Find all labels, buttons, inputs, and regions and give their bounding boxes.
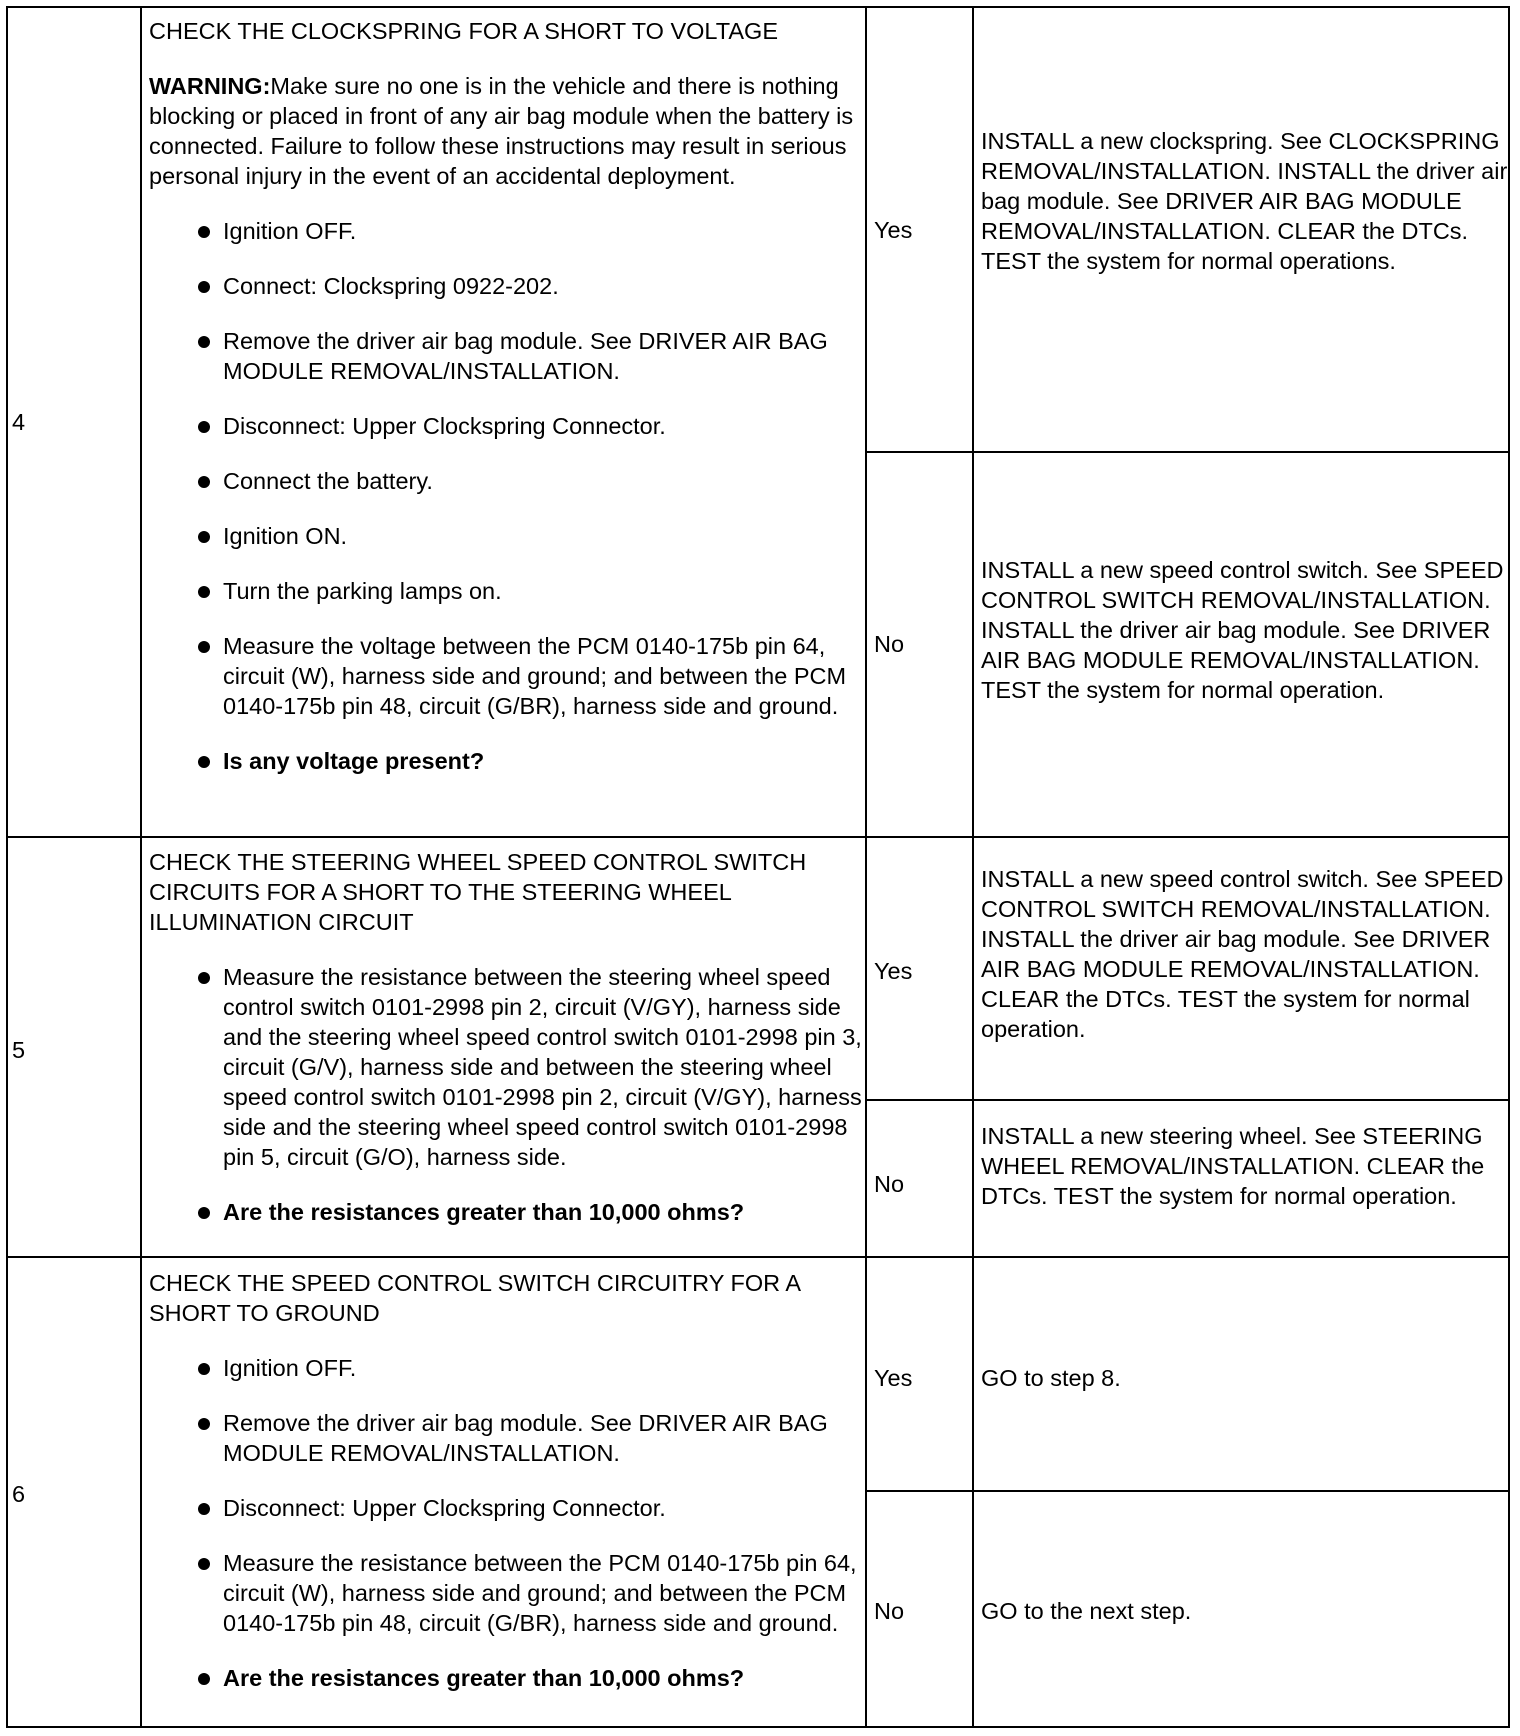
yes-action: INSTALL a new speed control switch. See SPEED CONTROL SWITCH REMOVAL/INSTALLATION. INSTALL the driver air bag module. See DRIVER AIR BAG MODULE REMOVAL/INSTALLATION. CLEAR the DTCs. TEST the system for normal operation.	[981, 866, 1504, 1042]
instruction-item: Ignition OFF.	[149, 216, 869, 246]
no-label: No	[874, 631, 905, 657]
instruction-item: Ignition OFF.	[149, 1353, 869, 1383]
instruction-item: Connect the battery.	[149, 466, 869, 496]
step-question: Are the resistances greater than 10,000 ohms?	[149, 1197, 869, 1227]
instruction-item: Remove the driver air bag module. See DRIVER AIR BAG MODULE REMOVAL/INSTALLATION.	[149, 1408, 869, 1468]
yes-action: GO to step 8.	[981, 1365, 1121, 1391]
warning-note	[149, 71, 869, 191]
instruction-item: Measure the resistance between the PCM 0140-175b pin 64, circuit (W), harness side and ground; and between the PCM 0140-175b pin 48, circuit (G/BR), harness side and ground.	[149, 1548, 869, 1638]
step-title: CHECK THE CLOCKSPRING FOR A SHORT TO VOLTAGE	[149, 18, 778, 44]
row-divider	[6, 1256, 1510, 1258]
instruction-item: Remove the driver air bag module. See DRIVER AIR BAG MODULE REMOVAL/INSTALLATION.	[149, 326, 869, 386]
instruction-item: Turn the parking lamps on.	[149, 576, 869, 606]
instruction-item: Ignition ON.	[149, 521, 869, 551]
step-instructions	[149, 1353, 869, 1693]
diagnostic-table	[6, 6, 1510, 1728]
warning-text: Make sure no one is in the vehicle and there is nothing blocking or placed in front of any air bag module when the battery is connected. Failure to follow these instructions may result in serious personal injury in the event of an accidental deployment.	[149, 73, 854, 189]
step-number: 4	[12, 409, 26, 435]
step-condition	[149, 1268, 869, 1693]
instruction-item: Connect: Clockspring 0922-202.	[149, 271, 869, 301]
no-action: INSTALL a new speed control switch. See SPEED CONTROL SWITCH REMOVAL/INSTALLATION. INSTALL the driver air bag module. See DRIVER AIR BAG MODULE REMOVAL/INSTALLATION. TEST the system for normal operation.	[981, 557, 1504, 703]
instruction-item: Disconnect: Upper Clockspring Connector.	[149, 1493, 869, 1523]
yes-label: Yes	[874, 217, 913, 243]
step-instructions	[149, 962, 869, 1227]
step-question: Is any voltage present?	[149, 746, 869, 776]
no-action: INSTALL a new steering wheel. See STEERING WHEEL REMOVAL/INSTALLATION. CLEAR the DTCs. TEST the system for normal operation.	[981, 1123, 1485, 1209]
yes-label: Yes	[874, 1365, 913, 1391]
yes-label: Yes	[874, 958, 913, 984]
no-label: No	[874, 1598, 905, 1624]
instruction-item: Disconnect: Upper Clockspring Connector.	[149, 411, 869, 441]
step-title: CHECK THE SPEED CONTROL SWITCH CIRCUITRY FOR A SHORT TO GROUND	[149, 1270, 800, 1326]
yes-action: INSTALL a new clockspring. See CLOCKSPRING REMOVAL/INSTALLATION. INSTALL the driver air bag module. See DRIVER AIR BAG MODULE REMOVAL/INSTALLATION. CLEAR the DTCs. TEST the system for normal operations.	[981, 128, 1508, 274]
step-number: 5	[12, 1037, 26, 1063]
column-divider	[972, 6, 974, 1728]
no-label: No	[874, 1171, 905, 1197]
table-border-bottom	[6, 1726, 1510, 1728]
result-divider	[865, 451, 1510, 453]
step-number: 6	[12, 1481, 26, 1507]
result-divider	[865, 1099, 1510, 1101]
no-action: GO to the next step.	[981, 1598, 1192, 1624]
table-border-top	[6, 6, 1510, 8]
step-condition	[149, 847, 869, 1227]
table-border-left	[6, 6, 8, 1728]
result-divider	[865, 1490, 1510, 1492]
instruction-item: Measure the voltage between the PCM 0140-175b pin 64, circuit (W), harness side and ground; and between the PCM 0140-175b pin 48, circuit (G/BR), harness side and ground.	[149, 631, 869, 721]
row-divider	[6, 836, 1510, 838]
step-question: Are the resistances greater than 10,000 ohms?	[149, 1663, 869, 1693]
warning-label: WARNING:	[149, 73, 271, 99]
step-condition	[149, 16, 869, 776]
step-instructions	[149, 216, 869, 776]
column-divider	[140, 6, 142, 1728]
instruction-item: Measure the resistance between the steering wheel speed control switch 0101-2998 pin 2, circuit (V/GY), harness side and the steering wheel speed control switch 0101-2998 pin 3, circuit (G/V), harness side and between the steering wheel speed control switch 0101-2998 pin 2, circuit (V/GY), harness side and the steering wheel speed control switch 0101-2998 pin 5, circuit (G/O), harness side.	[149, 962, 869, 1172]
step-title: CHECK THE STEERING WHEEL SPEED CONTROL SWITCH CIRCUITS FOR A SHORT TO THE STEERING WHEEL ILLUMINATION CIRCUIT	[149, 849, 807, 935]
